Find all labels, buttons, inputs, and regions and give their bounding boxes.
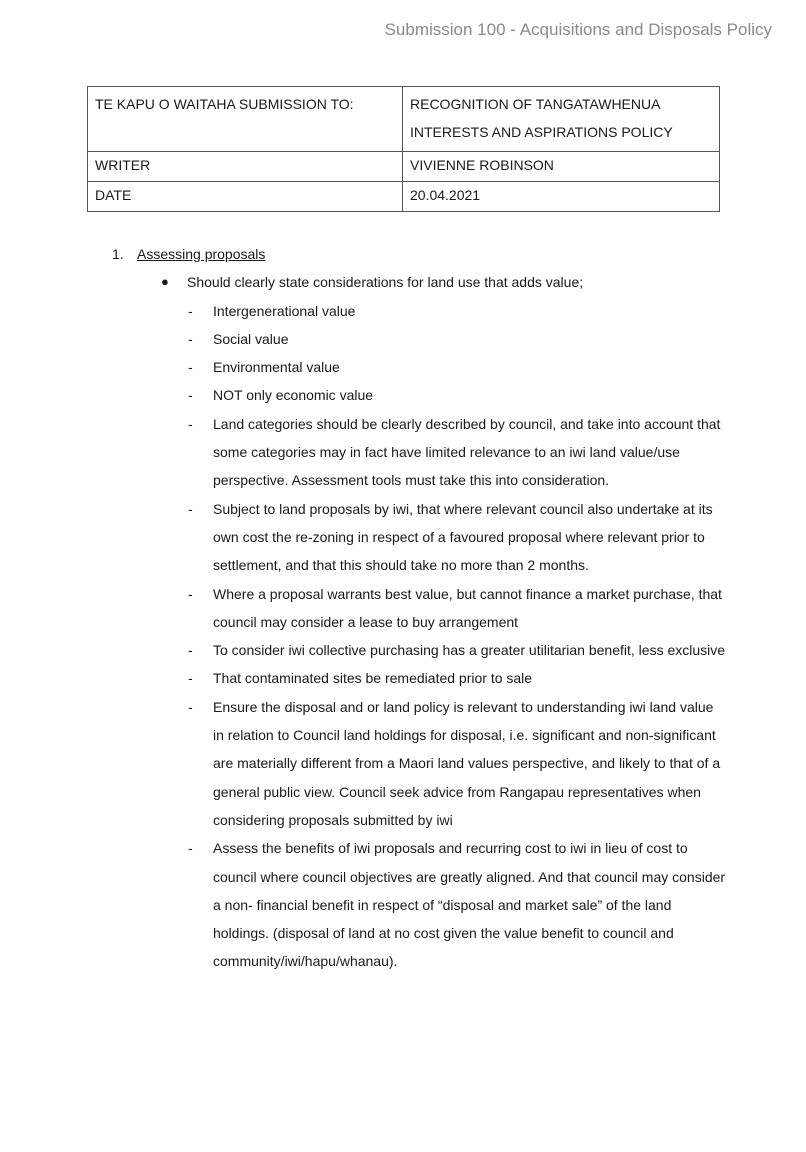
- list-item: [0, 664, 806, 692]
- list-item-text: Environmental value: [213, 359, 340, 376]
- list-item: [0, 495, 806, 580]
- list-item-text: Land categories should be clearly described by council, and take into account that some categories may in fact have limited relevance to an iwi land value/use perspective. Assessment tools must take this into consideration.: [213, 415, 721, 489]
- list-item-text: Ensure the disposal and or land policy is relevant to understanding iwi land value in relation to Council land holdings for disposal, i.e. significant and non-significant are materially different from a Maori land values perspective, and likely to that of a general public view. Council seek advice from Rangapau representatives when considering proposals submitted by iwi: [213, 698, 721, 828]
- dash-icon: -: [188, 585, 193, 602]
- dash-icon: -: [188, 840, 193, 857]
- dash-list: [0, 297, 806, 976]
- dash-icon: -: [188, 500, 193, 517]
- table-row-submission: [88, 87, 720, 152]
- dash-icon: -: [188, 359, 193, 376]
- submission-value-line2: INTERESTS AND ASPIRATIONS POLICY: [410, 124, 673, 140]
- bullet-icon: ●: [161, 274, 169, 290]
- date-label: DATE: [88, 182, 403, 212]
- dash-icon: -: [188, 642, 193, 659]
- list-item: [0, 693, 806, 834]
- list-item: [0, 353, 806, 381]
- list-item-text: That contaminated sites be remediated prior to sale: [213, 670, 533, 687]
- document-header: Submission 100 - Acquisitions and Disposals Policy: [384, 20, 772, 39]
- list-item: [0, 410, 806, 495]
- bullet-item: [0, 268, 806, 296]
- dash-icon: -: [188, 670, 193, 687]
- list-item: [0, 381, 806, 409]
- list-item: [0, 636, 806, 664]
- table-row-date: [88, 182, 720, 212]
- dash-icon: -: [188, 330, 193, 347]
- list-item-text: Where a proposal warrants best value, but cannot finance a market purchase, that council may consider a lease to buy arrangement: [213, 585, 722, 630]
- list-item: [0, 580, 806, 637]
- list-item: [0, 297, 806, 325]
- bullet-text: Should clearly state considerations for land use that adds value;: [187, 274, 584, 291]
- list-item: [0, 834, 806, 975]
- section-heading-item: [0, 240, 806, 268]
- table-row-writer: [88, 152, 720, 182]
- list-item-text: Social value: [213, 330, 289, 347]
- section-heading: Assessing proposals: [137, 246, 266, 262]
- submission-info-table: [87, 86, 720, 212]
- list-item-text: Assess the benefits of iwi proposals and recurring cost to iwi in lieu of cost to council where council objectives are greatly aligned. And that council may consider a non- financial benefit in respect of “disposal and market sale” of the land holdings. (disposal of land at no cost given the value benefit to council and community/iwi/hapu/whanau).: [213, 840, 726, 970]
- submission-value-line1: RECOGNITION OF TANGATAWHENUA: [410, 96, 661, 112]
- list-item-text: To consider iwi collective purchasing has a greater utilitarian benefit, less exclusive: [213, 642, 726, 659]
- list-item-text: NOT only economic value: [213, 387, 374, 404]
- dash-icon: -: [188, 302, 193, 319]
- list-item-text: Subject to land proposals by iwi, that where relevant council also undertake at its own cost the re-zoning in respect of a favoured proposal where relevant prior to settlement, and that this should take no more than 2 months.: [213, 500, 713, 574]
- writer-value: VIVIENNE ROBINSON: [403, 152, 720, 182]
- document-body: [0, 240, 806, 976]
- dash-icon: -: [188, 698, 193, 715]
- submission-value: [403, 87, 720, 152]
- submission-label: TE KAPU O WAITAHA SUBMISSION TO:: [88, 87, 403, 152]
- writer-label: WRITER: [88, 152, 403, 182]
- list-item-text: Intergenerational value: [213, 302, 356, 319]
- section-number: 1.: [112, 246, 124, 262]
- date-value: 20.04.2021: [403, 182, 720, 212]
- dash-icon: -: [188, 387, 193, 404]
- dash-icon: -: [188, 415, 193, 432]
- list-item: [0, 325, 806, 353]
